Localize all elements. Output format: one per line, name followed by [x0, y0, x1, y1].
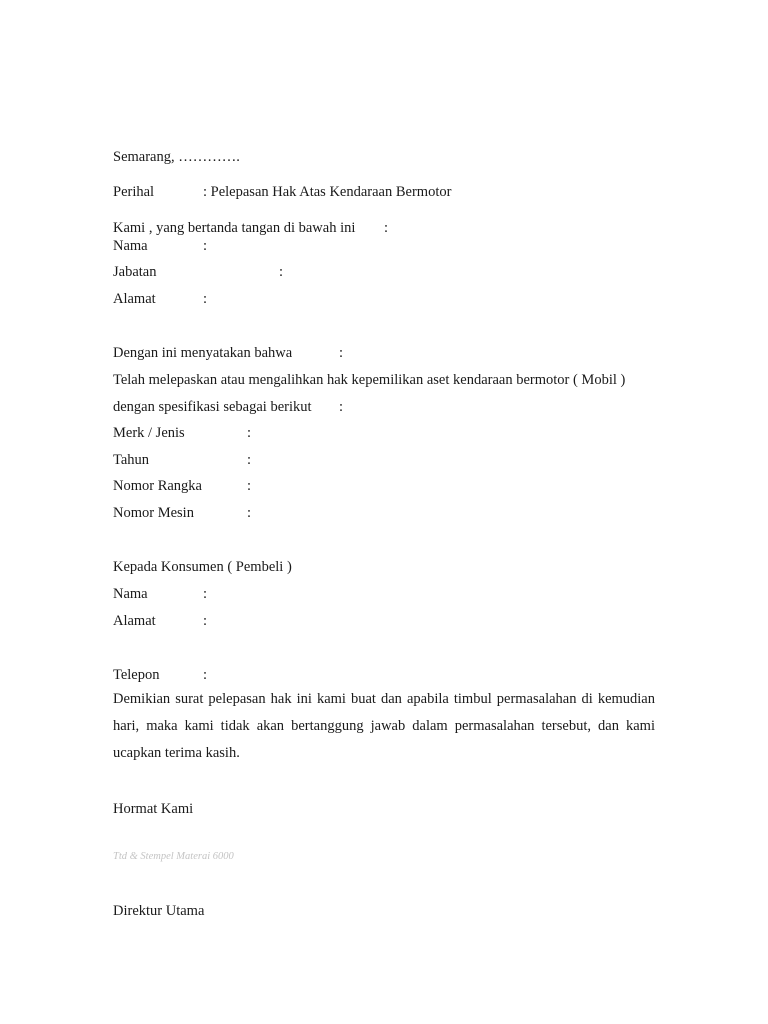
field-label: Jabatan: [113, 264, 157, 280]
colon: :: [339, 399, 344, 415]
signature-placeholder: Ttd & Stempel Materai 6000: [113, 851, 234, 862]
statement-line-2-text: dengan spesifikasi sebagai berikut: [113, 399, 312, 415]
colon: :: [384, 220, 389, 236]
colon: :: [203, 613, 208, 629]
field-label: Tahun: [113, 452, 150, 468]
statement-intro-text: Dengan ini menyatakan bahwa: [113, 345, 293, 361]
subject-value: : Pelepasan Hak Atas Kendaraan Bermotor: [203, 184, 452, 200]
colon: :: [203, 238, 208, 254]
colon: :: [203, 586, 208, 602]
signer-intro-text: Kami , yang bertanda tangan di bawah ini: [113, 220, 356, 236]
field-label: Nomor Rangka: [113, 478, 202, 494]
statement-line-1: Telah melepaskan atau mengalihkan hak kepemilikan aset kendaraan bermotor ( Mobil ): [113, 372, 626, 388]
field-label: Telepon: [113, 667, 160, 683]
colon: :: [247, 478, 252, 494]
colon: :: [339, 345, 344, 361]
subject-label: Perihal: [113, 184, 155, 200]
colon: :: [203, 667, 208, 683]
field-label: Merk / Jenis: [113, 425, 185, 441]
colon: :: [247, 505, 252, 521]
colon: :: [247, 452, 252, 468]
field-label: Alamat: [113, 613, 156, 629]
colon: :: [279, 264, 284, 280]
closing-paragraph: Demikian surat pelepasan hak ini kami buat dan apabila timbul permasalahan di kemudian hari, maka kami tidak akan bertanggung jawab dalam permasalahan tersebut, dan kami ucapkan terima kasih.: [113, 691, 655, 761]
field-label: Nomor Mesin: [113, 505, 194, 521]
colon: :: [203, 291, 208, 307]
colon: :: [247, 425, 252, 441]
field-label: Alamat: [113, 291, 156, 307]
signer-title: Direktur Utama: [113, 903, 205, 919]
regards: Hormat Kami: [113, 801, 194, 817]
field-label: Nama: [113, 586, 148, 602]
buyer-heading: Kepada Konsumen ( Pembeli ): [113, 559, 292, 575]
place-date: Semarang, ………….: [113, 149, 240, 165]
field-label: Nama: [113, 238, 148, 254]
